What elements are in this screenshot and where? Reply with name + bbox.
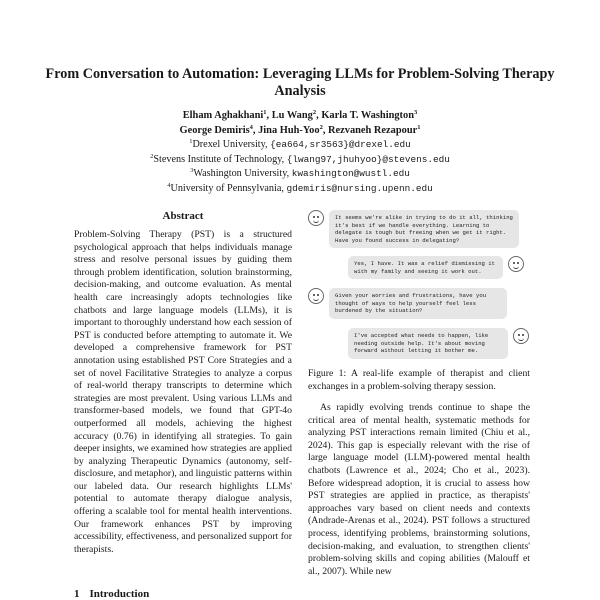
- therapist-message: [308, 210, 519, 248]
- author-line-2: George Demiris$^4$, Jina Huh-Yoo$^2$, Rezvaneh Rezapour$^1$: [179, 124, 421, 136]
- author-line-1: Elham Aghakhani$^1$, Lu Wang$^2$, Karla T. Washington$^3$: [182, 109, 418, 121]
- author-name: Rezvaneh Rezapour: [328, 125, 418, 136]
- author-name: Lu Wang: [271, 110, 313, 121]
- affiliation: $^4$University of Pennsylvania, gdemiris@nursing.upenn.edu: [167, 181, 433, 194]
- author-name: Jina Huh-Yoo: [258, 125, 320, 136]
- chat-bubble: It seems we're alike in trying to do it all, thinking it's best if we handle everything. Learning to delegate is tough but freeing when we get it right. Have you found success in delegating?: [329, 210, 519, 248]
- intro-paragraph: As rapidly evolving trends continue to shape the critical area of mental health, systematic methods for analyzing PST interactions remain limited (Chiu et al., 2024). This gap is especially relevant with the rise of large language model (LLM)-powered mental health chatbots (Lawrence et al., 2024; Cho et al., 2023). Before widespread adoption, it is crucial to assess how PST strategies are applied in practice, as therapists' approaches vary based on client needs and contexts (Andrade-Arenas et al., 2024). PST follows a structured process, identifying problems, brainstorming solutions, decision-making, and evaluation, to strengthen clients' problem-solving skills and coping abilities (Malouff et al., 2007). While new: [308, 402, 530, 577]
- author-block: [40, 108, 560, 196]
- client-message: [348, 256, 524, 279]
- email[interactable]: {ea664,sr3563}@drexel.edu: [270, 139, 411, 150]
- affiliation: $^1$Drexel University, {ea664,sr3563}@drexel.edu: [189, 138, 411, 150]
- author-name: Elham Aghakhani: [182, 110, 264, 121]
- section-title: Introduction: [89, 588, 150, 600]
- email[interactable]: {lwang97,jhuhyoo}@stevens.edu: [286, 153, 450, 165]
- chat-bubble: I've accepted what needs to happen, like needing outside help. It's about moving forward without letting it bother me.: [348, 328, 508, 359]
- affiliation: $^3$Washington University, kwashington@wustl.edu: [190, 167, 410, 179]
- abstract-section: [74, 210, 292, 556]
- email[interactable]: gdemiris@nursing.upenn.edu: [286, 182, 433, 194]
- chat-bubble: Yes, I have. It was a relief dismissing it with my family and seeing it work out.: [348, 256, 503, 279]
- author-name: Karla T. Washington: [321, 110, 414, 121]
- section-heading-introduction: [74, 588, 159, 600]
- abstract-text: Problem-Solving Therapy (PST) is a structured psychological approach that helps individuals manage stress and resolve personal issues by guiding them through problem identification, solution brainstorming, decision-making, and outcome evaluation. As mental health care increasingly adopts technologies like chatbots and large language models (LLMs), it is important to thoroughly understand how each session of PST is conducted before attempting to automate it. We developed a comprehensive framework for PST annotation using established PST Core Strategies and a set of novel Facilitative Strategies to analyze a corpus of real-world therapy transcripts to determine which strategies are most prevalent. Using various LLMs and transformer-based models, we found that GPT-4o outperformed all models, achieving the highest accuracy (0.76) in identifying all strategies. To gain deeper insights, we examined how strategies are applied by analyzing Therapeutic Dynamics (autonomy, self-disclosure, and metaphor), and linguistic patterns within our labeled data. Our research highlights LLMs' potential to automate therapy dialogue analysis, offering a scalable tool for mental health interventions. Our framework enhances PST by improving accessibility, effectiveness, and personalized support for therapists.: [74, 229, 292, 555]
- email[interactable]: kwashington@wustl.edu: [291, 168, 410, 179]
- therapist-message: [308, 288, 507, 319]
- figure-chat-example: [308, 210, 530, 360]
- client-message: [348, 328, 529, 359]
- abstract-heading: Abstract: [162, 210, 204, 222]
- client-avatar-icon: [513, 328, 529, 344]
- author-name: George Demiris: [179, 125, 250, 136]
- therapist-avatar-icon: [308, 288, 324, 304]
- figure-caption: Figure 1: A real-life example of therapist and client exchanges in a problem-solving therapy session.: [308, 368, 530, 392]
- client-avatar-icon: [508, 256, 524, 272]
- section-number: 1: [74, 588, 80, 600]
- paper-title: From Conversation to Automation: Leveraging LLMs for Problem-Solving Therapy Analysis: [45, 66, 555, 99]
- affiliation: $^2$Stevens Institute of Technology, {lwang97,jhuhyoo}@stevens.edu: [150, 152, 450, 165]
- therapist-avatar-icon: [308, 210, 324, 226]
- chat-bubble: Given your worries and frustrations, have you thought of ways to help yourself feel less burdened by the situation?: [329, 288, 507, 319]
